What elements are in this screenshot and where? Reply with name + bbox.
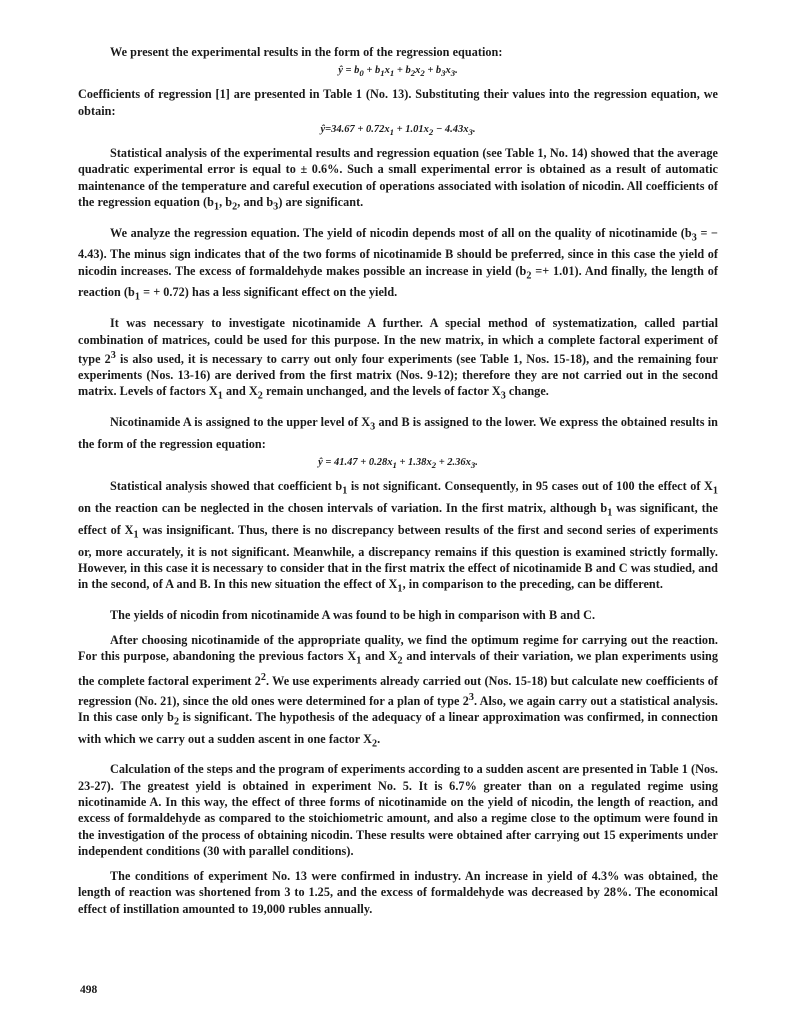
paragraph: Calculation of the steps and the program of experiments according to a sudden ascent are presented in Table 1 (Nos. 23-27). The greatest yield is obtained in experiment No. 5. It is 6.7% greater than on a regulated regime using nicotinamide A. In this way, the effect of three forms of nicotinamide on the yield of nicodin, the length of reaction, and excess of formaldehyde as compared to the stoichiometric amount, and also a regime close to the optimum were found in the investigation of the process of obtaining nicodin. These results were obtained after carrying out 15 experiments under independent conditions (30 with parallel conditions). [78,762,718,858]
paragraph: Statistical analysis of the experimental results and regression equation (see Table 1, No. 14) showed that the average quadratic experimental error is equal to ± 0.6%. Such a small experimental error is obtained as a result of automatic maintenance of the temperature and careful execution of operations associated with isolation of nicodin. All coefficients of the regression equation ($b_1$, $b_2$, and $b_3$) are significant. [78,146,718,213]
paragraph: Statistical analysis showed that coefficient $b_1$ is not significant. Consequently, in 95 cases out of 100 the effect of $X_1$ on the reaction can be neglected in the chosen intervals of variation. In the first matrix, although $b_1$ was significant, the effect of $X_1$ was insignificant. Thus, there is no discrepancy between results of the first and second series of experiments or, more accurately, it is not significant. Meanwhile, a discrepancy remains if this question is examined strictly formally. However, in this case it is necessary to consider that in the first matrix the effect of nicotinamide B and C was studied, and in the second, of A and B. In this new situation the effect of $X_1$, in comparison to the preceding, can be different. [78,479,718,595]
page-number: 498 [80,984,98,996]
paragraph: The conditions of experiment No. 13 were confirmed in industry. An increase in yield of 4.3% was obtained, the length of reaction was shortened from 3 to 1.25, and the excess of formaldehyde was decreased by 28%. The economical effect of instillation amounted to 19,000 rubles annually. [78,869,718,916]
page-body [78,44,718,917]
equation: ŷ = $b_0 + b_1x_1 + b_2x_2 + b_3x_3$. [338,65,458,79]
paragraph: After choosing nicotinamide of the appropriate quality, we find the optimum regime for carrying out the reaction. For this purpose, abandoning the previous factors $X_1$ and $X_2$ and intervals of their variation, we plan experiments using the complete factoral experiment $2^2$. We use experiments already carried out (Nos. 15-18) but calculate new coefficients of regression (No. 21), since the old ones were determined for a plan of type $2^3$. Also, we again carry out a statistical analysis. In this case only $b_2$ is significant. The hypothesis of the adequacy of a linear approximation was confirmed, in connection with which we carry out a sudden ascent in one factor $X_2$. [78,633,718,750]
equation: ŷ=34.67 + $0.72x_1 + 1.01x_2 - 4.43x_3$. [320,123,476,138]
paragraph: We present the experimental results in the form of the regression equation: [110,45,503,59]
paragraph: Nicotinamide A is assigned to the upper level of $X_3$ and B is assigned to the lower. We express the obtained results in the form of the regression equation: [78,415,718,451]
paragraph: It was necessary to investigate nicotinamide A further. A special method of systematization, called partial combination of matrices, could be used for this purpose. In the new matrix, in which a complete factoral experiment of type $2^3$ is also used, it is necessary to carry out only four experiments (see Table 1, Nos. 15-18), and the remaining four experiments (Nos. 13-16) are derived from the first matrix (Nos. 9-12); therefore they are not carried out in the second matrix. Levels of factors $X_1$ and $X_2$ remain unchanged, and the levels of factor $X_3$ change. [78,316,718,402]
paragraph: The yields of nicodin from nicotinamide A was found to be high in comparison with B and C. [110,607,596,622]
paragraph: Coefficients of regression [1] are presented in Table 1 (No. 13). Substituting their values into the regression equation, we obtain: [78,87,718,118]
paragraph: We analyze the regression equation. The yield of nicodin depends most of all on the quality of nicotinamide ($b_3$ = − 4.43). The minus sign indicates that of the two forms of nicotinamide B should be preferred, since in this case the yield of nicodin increases. The excess of formaldehyde makes possible an increase in yield $(b_2 =+ 1.01)$. And finally, the length of reaction ($b_1$ = + 0.72) has a less significant effect on the yield. [78,225,718,303]
equation: ŷ = $41.47 + 0.28x_1 + 1.38x_2 + 2.36x_3$. [318,457,478,471]
